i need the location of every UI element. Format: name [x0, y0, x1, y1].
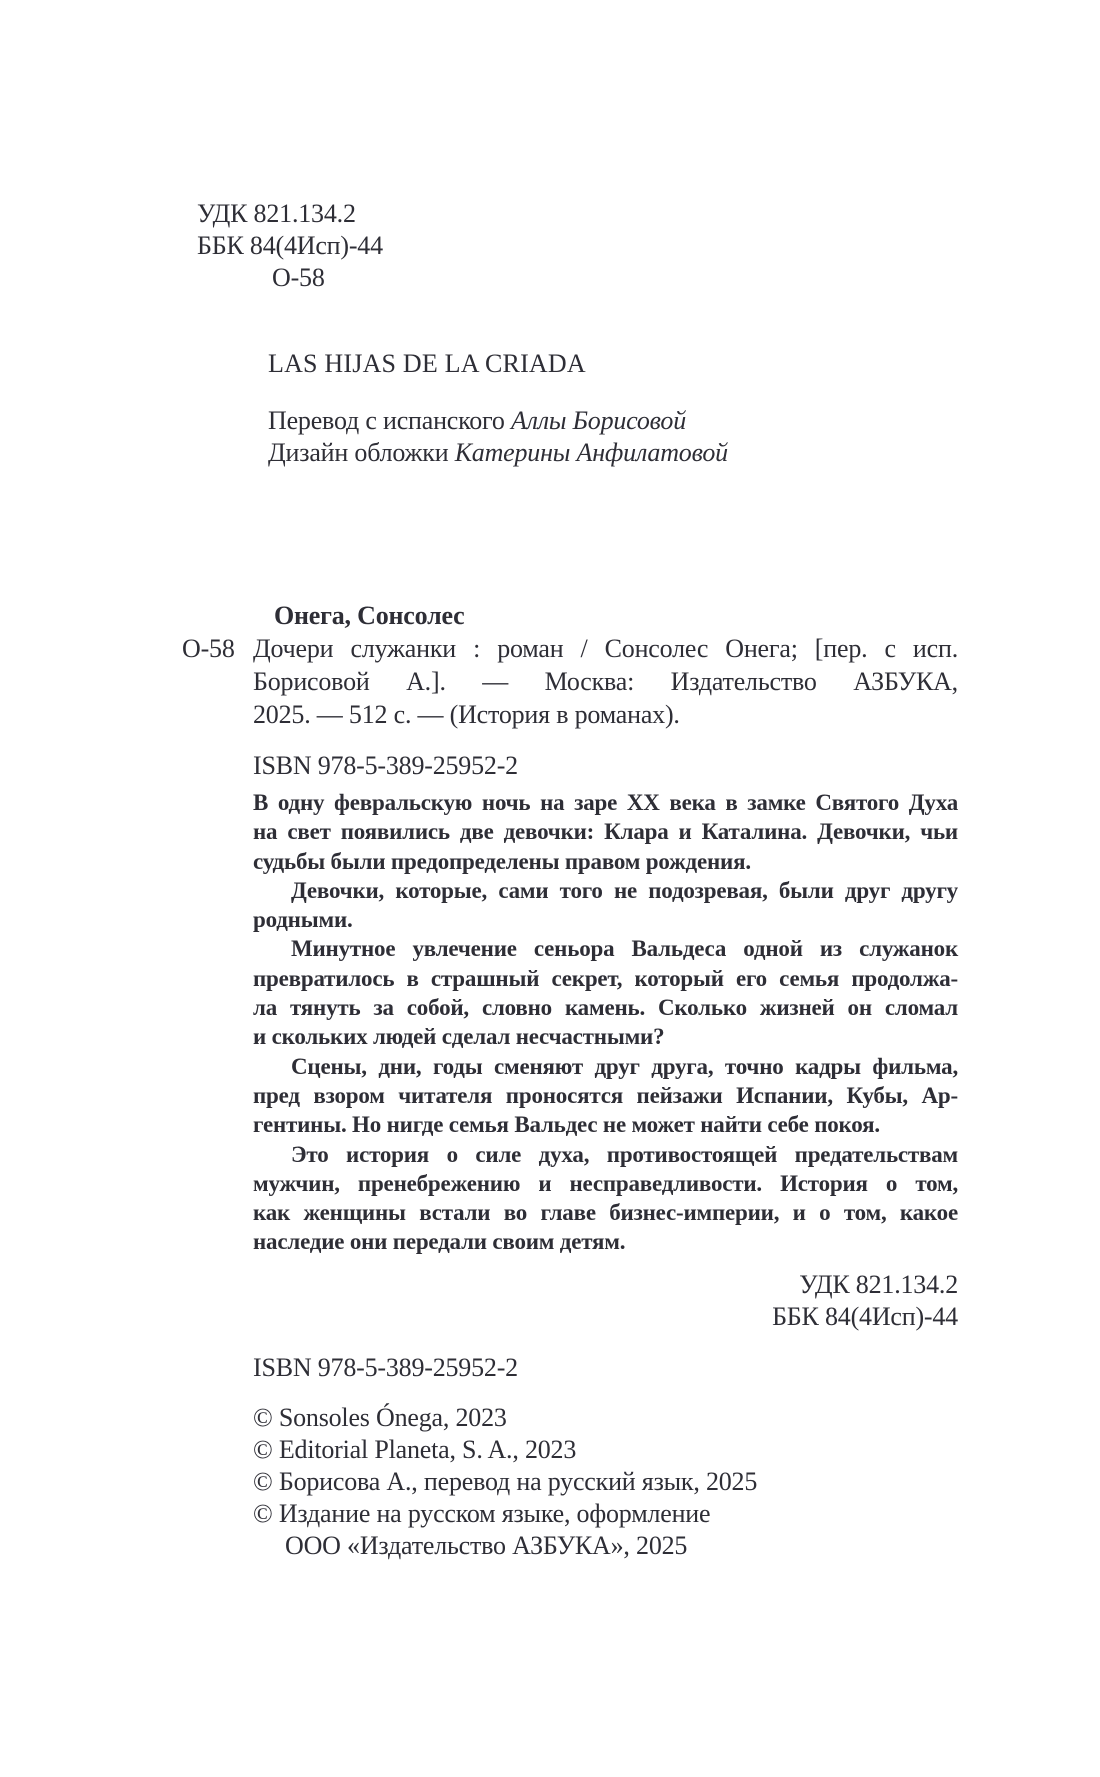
footer-codes-block	[253, 1269, 958, 1333]
annotation-line: ла тянуть за собой, словно камень. Сколько жизней он сломал	[253, 995, 958, 1021]
head-codes-block	[197, 198, 383, 294]
cover-design-credit	[268, 437, 728, 469]
author-heading: Онега, Сонсолес	[274, 601, 465, 630]
isbn-bottom: ISBN 978-5-389-25952-2	[253, 1353, 518, 1382]
original-title: LAS HIJAS DE LA CRIADA	[268, 349, 586, 378]
copyright-block	[253, 1402, 757, 1562]
annotation-line: как женщины встали во главе бизнес-империи, и о том, какое	[253, 1200, 958, 1226]
annotation-line: и скольких людей сделал несчастными?	[253, 1024, 665, 1050]
annotation-block	[253, 788, 958, 1257]
author-code-top: О-58	[272, 263, 325, 292]
annotation-line: судьбы были предопределены правом рождения.	[253, 848, 751, 874]
annotation-line: наследие они передали своим детям.	[253, 1229, 626, 1255]
bbk-code-top: ББК 84(4Исп)-44	[197, 231, 383, 260]
catalog-entry	[253, 632, 958, 731]
annotation-line: гентины. Но нигде семья Вальдес не может найти себе покоя.	[253, 1112, 880, 1138]
annotation-line: Это история о силе духа, противостоящей предательствам	[291, 1141, 958, 1167]
copyright-line: © Sonsoles Ónega, 2023	[253, 1403, 507, 1432]
copyright-line: © Издание на русском языке, оформление	[253, 1499, 711, 1528]
annotation-line: Сцены, дни, годы сменяют друг друга, точно кадры фильма,	[291, 1053, 958, 1079]
copyright-line: © Editorial Planeta, S. A., 2023	[253, 1435, 577, 1464]
annotation-line: родными.	[253, 907, 353, 933]
isbn-top: ISBN 978-5-389-25952-2	[253, 751, 518, 780]
catalog-entry-line: 2025. — 512 с. — (История в романах).	[253, 700, 680, 729]
author-code-catalog: О-58	[182, 634, 235, 663]
cover-design-prefix: Дизайн обложки	[268, 438, 455, 467]
catalog-entry-line: Дочери служанки : роман / Сонсолес Онега; [пер. с исп.	[253, 634, 958, 663]
catalog-entry-line: Борисовой А.]. — Москва: Издательство АЗБУКА,	[253, 667, 958, 696]
bbk-code-bottom: ББК 84(4Исп)-44	[772, 1302, 958, 1331]
annotation-line: Девочки, которые, сами того не подозревая, были друг другу	[291, 877, 958, 903]
annotation-line: мужчин, пренебрежению и несправедливости. История о том,	[253, 1170, 958, 1196]
udc-code-bottom: УДК 821.134.2	[799, 1270, 958, 1299]
translation-credit	[268, 405, 728, 437]
credits-block	[268, 405, 728, 469]
annotation-line: В одну февральскую ночь на заре XX века в замке Святого Духа	[253, 790, 958, 815]
annotation-line: пред взором читателя проносятся пейзажи Испании, Кубы, Ар-	[253, 1082, 958, 1108]
translation-prefix: Перевод с испанского	[268, 406, 511, 435]
copyright-line-continuation: ООО «Издательство АЗБУКА», 2025	[285, 1531, 688, 1560]
copyright-line: © Борисова А., перевод на русский язык, 2025	[253, 1467, 758, 1496]
annotation-line: превратилось в страшный секрет, который его семья продолжа-	[253, 965, 958, 991]
udc-code-top: УДК 821.134.2	[197, 199, 356, 228]
translator-name: Аллы Борисовой	[510, 406, 687, 435]
annotation-line: на свет появились две девочки: Клара и Каталина. Девочки, чьи	[253, 819, 958, 845]
annotation-line: Минутное увлечение сеньора Вальдеса одной из служанок	[291, 936, 958, 962]
cover-designer-name: Катерины Анфилатовой	[454, 438, 728, 467]
